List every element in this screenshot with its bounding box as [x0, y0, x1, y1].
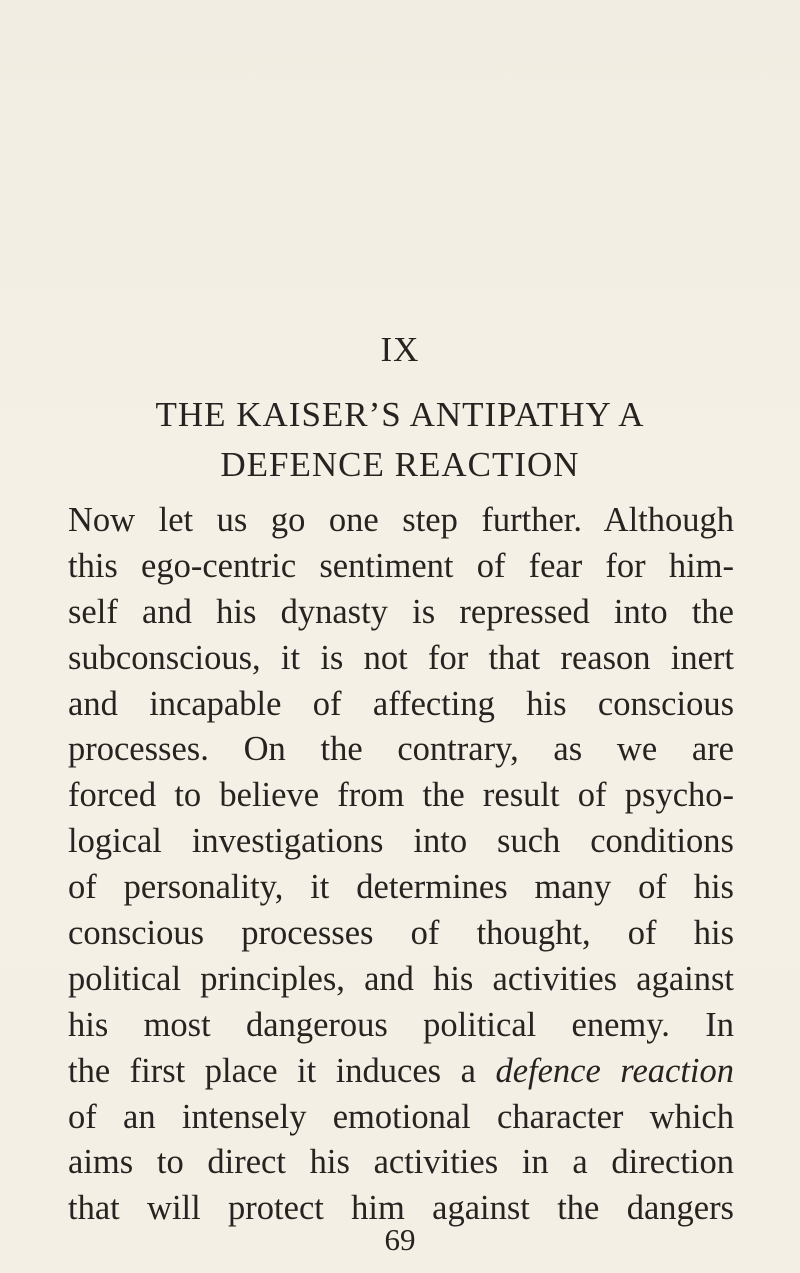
- text-line: of personality, it determines many of his: [68, 868, 734, 907]
- chapter-title: [0, 390, 800, 490]
- text-line: processes. On the contrary, as we are: [68, 730, 734, 769]
- text-line: and incapable of affecting his conscious: [68, 684, 734, 723]
- chapter-number: IX: [380, 330, 420, 369]
- text-line: this ego-centric sentiment of fear for him-: [68, 546, 734, 585]
- body-paragraph: [68, 498, 734, 1232]
- text-line: forced to believe from the result of psycho-: [68, 776, 734, 815]
- text-line: logical investigations into such conditions: [68, 822, 734, 861]
- text-line: self and his dynasty is repressed into the: [68, 592, 734, 631]
- text-line: Now let us go one step further. Although: [68, 501, 734, 539]
- text-line: that will protect him against the dangers: [68, 1189, 734, 1228]
- text-line: conscious processes of thought, of his: [68, 914, 734, 953]
- emphasized-term: defence reaction: [495, 1051, 734, 1090]
- text-line-with-emphasis: [68, 1049, 734, 1095]
- text-line: subconscious, it is not for that reason inert: [68, 638, 734, 677]
- text-line: political principles, and his activities against: [68, 959, 734, 998]
- page-number: 69: [384, 1222, 416, 1257]
- text-line: of an intensely emotional character which: [68, 1097, 734, 1136]
- text-line: his most dangerous political enemy. In: [68, 1005, 734, 1044]
- text-run: the first place it induces a: [68, 1051, 496, 1090]
- chapter-title-line: DEFENCE REACTION: [220, 445, 580, 484]
- chapter-title-line: THE KAISER’S ANTIPATHY A: [155, 395, 645, 434]
- text-line: aims to direct his activities in a direction: [68, 1143, 734, 1182]
